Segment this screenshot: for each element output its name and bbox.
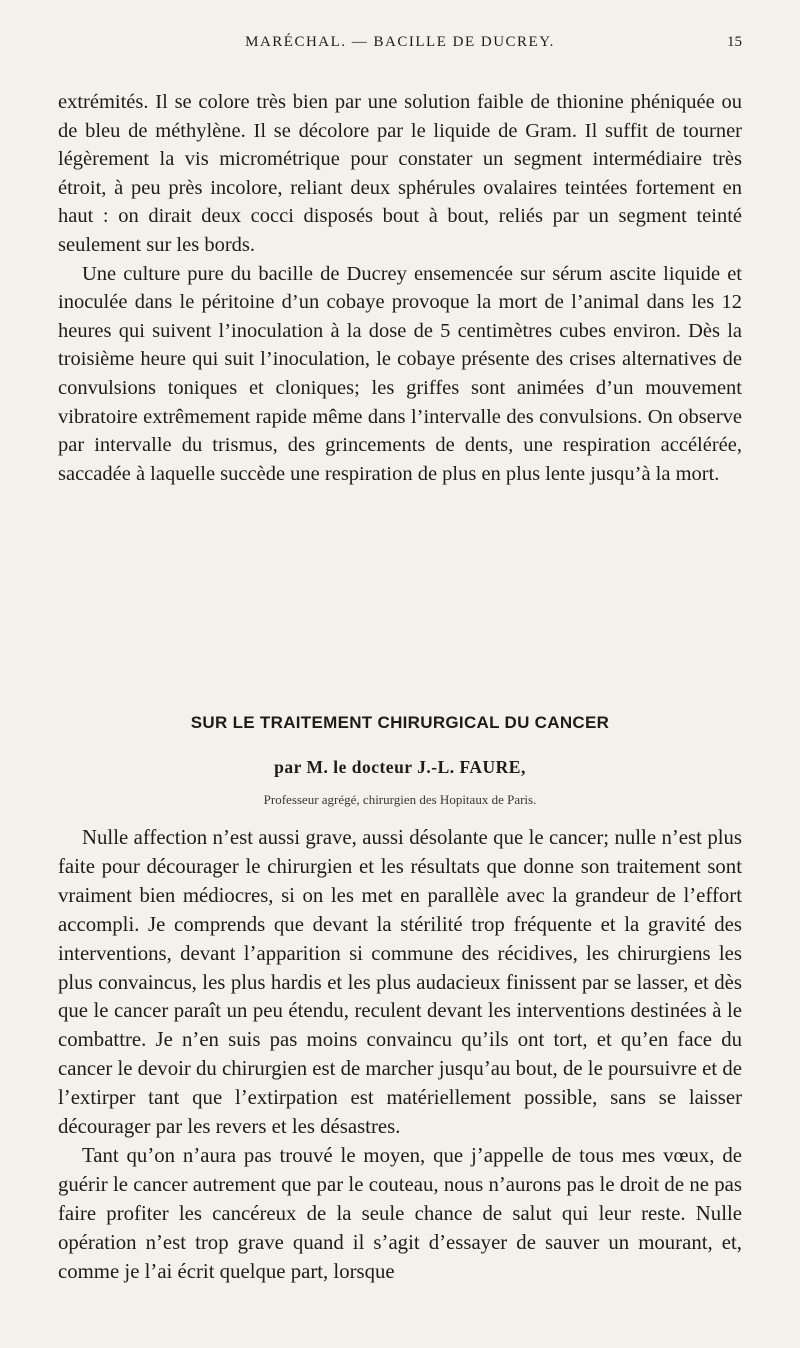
article-byline: par M. le docteur J.-L. FAURE,: [274, 757, 526, 777]
article-body: [58, 824, 742, 1287]
running-header: [58, 34, 742, 58]
page-number: 15: [727, 34, 742, 50]
running-title: MARÉCHAL. — BACILLE DE DUCREY.: [245, 34, 555, 50]
article-title: SUR LE TRAITEMENT CHIRURGICAL DU CANCER: [190, 713, 610, 732]
paragraph: extrémités. Il se colore très bien par une solution faible de thionine phéniquée ou de bleu de méthylène. Il se décolore par le liquide de Gram. Il suffit de tourner légèrement la vis micrométrique pour constater un segment intermédiaire très étroit, à peu près incolore, reliant deux sphérules ovalaires teintées fortement en haut : on dirait deux cocci disposés bout à bout, reliés par un segment teinté seulement sur les bords.: [58, 91, 742, 256]
author-affiliation: Professeur agrégé, chirurgien des Hopitaux de Paris.: [263, 792, 537, 807]
paragraph: Nulle affection n’est aussi grave, aussi désolante que le cancer; nulle n’est plus faite pour décourager le chirurgien et les résultats que donne son traitement sont vraiment bien médiocres, si on les met en parallèle avec la grandeur de l’effort accompli. Je comprends que devant la stérilité trop fréquente et la gravité des interventions, devant l’apparition si commune des récidives, les chirurgiens les plus convaincus, les plus hardis et les plus audacieux finissent par se lasser, et dès que le cancer paraît un peu étendu, reculent devant les interventions destinées à le combattre. Je n’en suis pas moins convaincu qu’ils ont tort, et qu’en face du cancer le devoir du chirurgien est de marcher jusqu’au bout, de le poursuivre et de l’extirper tant que l’extirpation est matériellement possible, sans se laisser décourager par les revers et les désastres.: [58, 826, 742, 1139]
paragraph: Tant qu’on n’aura pas trouvé le moyen, que j’appelle de tous mes vœux, de guérir le cancer autrement que par le couteau, nous n’aurons pas le droit de ne pas faire profiter les cancéreux de la seule chance de salut qui leur reste. Nulle opération n’est trop grave quand il s’agit d’essayer de sauver un mourant, et, comme je l’ai écrit quelque part, lorsque: [58, 1143, 742, 1283]
continued-section: [58, 88, 742, 488]
paragraph: Une culture pure du bacille de Ducrey ensemencée sur sérum ascite liquide et inoculée dans le péritoine d’un cobaye provoque la mort de l’animal dans les 12 heures qui suivent l’inoculation à la dose de 5 centimètres cubes environ. Dès la troisième heure qui suit l’inoculation, le cobaye présente des crises alternatives de convulsions toniques et cloniques; les griffes sont animées d’un mouvement vibratoire extrêmement rapide même dans l’intervalle des convulsions. On observe par intervalle du trismus, des grincements de dents, une respiration accélérée, saccadée à laquelle succède une respiration de plus en plus lente jusqu’à la mort.: [58, 262, 742, 485]
